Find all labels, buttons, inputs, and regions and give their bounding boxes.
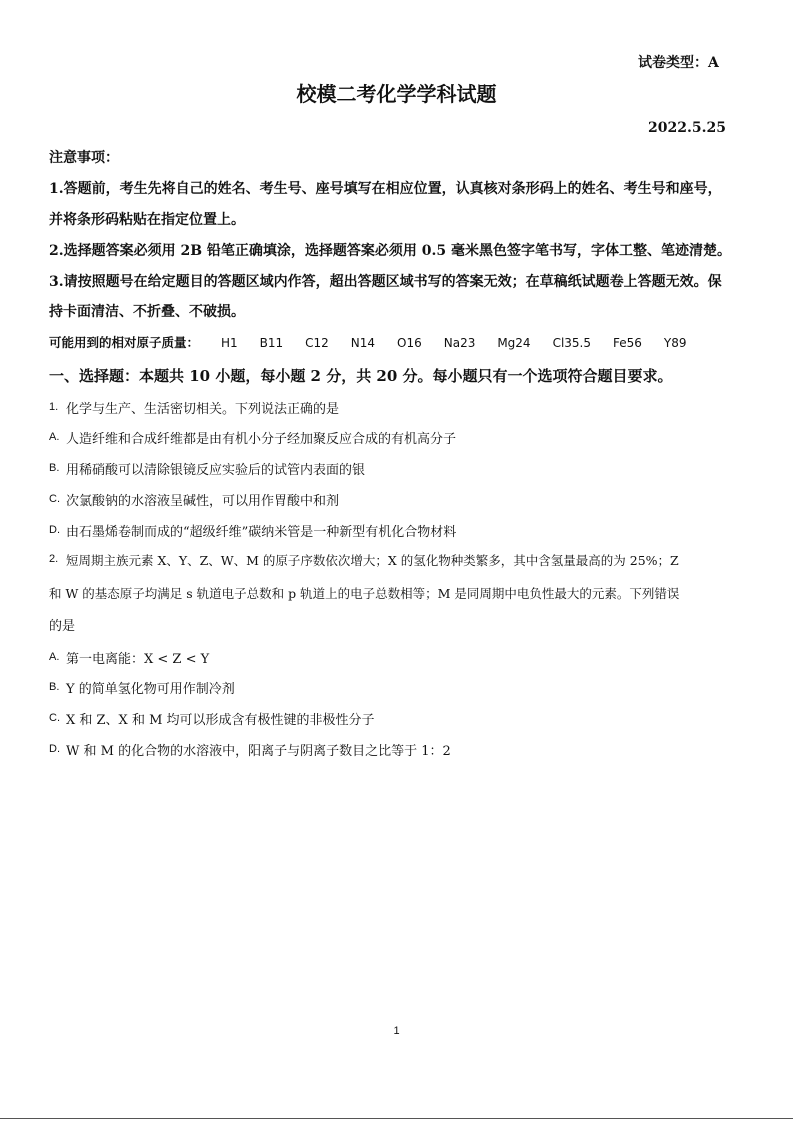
notice-line: 1.答题前，考生先将自己的姓名、考生号、座号填写在相应位置，认真核对条形码上的姓名、考生号和座号， xyxy=(49,181,722,197)
option-text: W 和 M 的化合物的水溶液中，阳离子与阴离子数目之比等于 1：2 xyxy=(66,744,451,759)
question-2-option-a xyxy=(49,648,209,667)
option-text: 由石墨烯卷制而成的“超级纤维”碳纳米管是一种新型有机化合物材料 xyxy=(66,525,457,540)
atomic-mass-item: Fe56 xyxy=(612,336,642,350)
option-label: C. xyxy=(49,493,60,505)
atomic-mass-item: Na23 xyxy=(443,336,476,350)
question-number: 2. xyxy=(49,553,59,565)
question-2-stem-cont: 和 W 的基态原子均满足 s 轨道电子总数和 p 轨道上的电子总数相等；M 是同周期中电负性最大的元素。下列错误 xyxy=(49,586,680,601)
notice-line: 2.选择题答案必须用 2B 铅笔正确填涂，选择题答案必须用 0.5 毫米黑色签字笔书写，字体工整、笔迹清楚。 xyxy=(49,243,732,259)
question-2-option-c xyxy=(49,709,375,728)
notice-line: 并将条形码粘贴在指定位置上。 xyxy=(49,212,245,228)
notice-line: 3.请按照题号在给定题目的答题区域内作答，超出答题区域书写的答案无效；在草稿纸试题卷上答题无效。保 xyxy=(49,274,722,290)
atomic-mass-item: B11 xyxy=(259,336,284,350)
question-2-option-d xyxy=(49,740,451,759)
atomic-masses xyxy=(49,333,686,351)
atomic-mass-item: H1 xyxy=(221,336,238,350)
question-text: 化学与生产、生活密切相关。下列说法正确的是 xyxy=(66,402,340,417)
question-2-stem xyxy=(49,551,679,569)
option-text: 用稀硝酸可以清除银镜反应实验后的试管内表面的银 xyxy=(66,463,366,478)
option-text: 人造纤维和合成纤维都是由有机小分子经加聚反应合成的有机高分子 xyxy=(66,432,457,447)
option-label: A. xyxy=(49,431,60,443)
atomic-mass-item: O16 xyxy=(397,336,422,350)
atomic-masses-label: 可能用到的相对原子质量： xyxy=(49,335,200,350)
section-heading: 一、选择题：本题共 10 小题，每小题 2 分，共 20 分。每小题只有一个选项符合题目要求。 xyxy=(49,367,673,385)
question-2-stem-cont: 的是 xyxy=(49,619,76,634)
atomic-mass-item: Y89 xyxy=(663,336,687,350)
atomic-mass-item: C12 xyxy=(305,336,329,350)
question-1-option-c xyxy=(49,490,339,509)
exam-date: 2022.5.25 xyxy=(648,120,726,136)
option-label: B. xyxy=(49,462,60,474)
atomic-mass-item: N14 xyxy=(350,336,376,350)
option-text: Y 的简单氢化物可用作制冷剂 xyxy=(66,682,235,697)
page-bottom-rule xyxy=(0,1118,793,1119)
atomic-mass-item: Cl35.5 xyxy=(552,336,591,350)
page-number: 1 xyxy=(393,1025,400,1037)
option-label: B. xyxy=(49,681,60,693)
option-text: X 和 Z、X 和 M 均可以形成含有极性键的非极性分子 xyxy=(66,713,375,728)
option-text: 第一电离能：X < Z < Y xyxy=(66,652,210,667)
option-label: D. xyxy=(49,524,60,536)
question-1-stem xyxy=(49,398,339,417)
option-label: A. xyxy=(49,651,60,663)
question-2-option-b xyxy=(49,678,235,697)
exam-title: 校模二考化学学科试题 xyxy=(296,82,497,106)
question-1-option-b xyxy=(49,459,365,478)
notice-line: 持卡面清洁、不折叠、不破损。 xyxy=(49,304,245,320)
atomic-mass-item: Mg24 xyxy=(497,336,531,350)
option-label: D. xyxy=(49,743,60,755)
notice-heading: 注意事项： xyxy=(49,150,119,166)
question-number: 1. xyxy=(49,401,59,413)
question-text: 短周期主族元素 X、Y、Z、W、M 的原子序数依次增大；X 的氢化物种类繁多，其中含氢量最高的为 25%；Z xyxy=(66,553,679,568)
option-text: 次氯酸钠的水溶液呈碱性，可以用作胃酸中和剂 xyxy=(66,494,340,509)
option-label: C. xyxy=(49,712,60,724)
question-1-option-d xyxy=(49,521,456,540)
paper-type-label: 试卷类型：A xyxy=(638,55,719,71)
question-1-option-a xyxy=(49,428,456,447)
